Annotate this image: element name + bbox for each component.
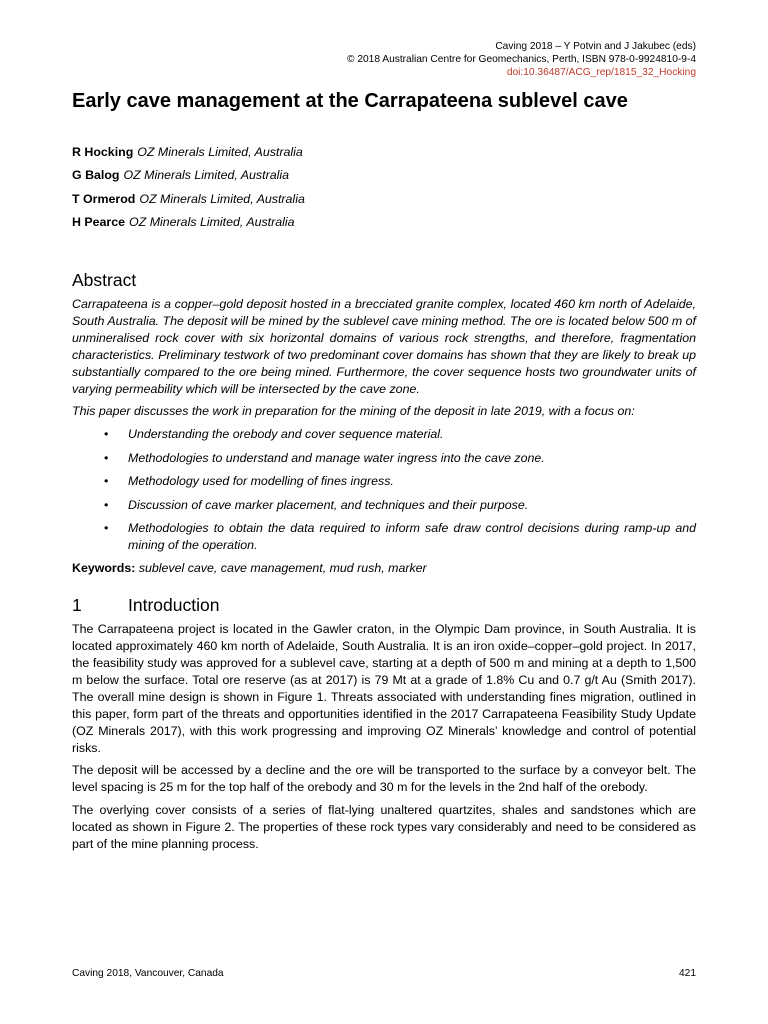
abstract-focus-intro: This paper discusses the work in preparation for the mining of the deposit in late 2019, with a focus on: (72, 404, 635, 419)
list-item (72, 520, 696, 554)
section-title: Introduction (128, 595, 220, 616)
author-affiliation: OZ Minerals Limited, Australia (123, 168, 289, 183)
abstract-heading: Abstract (72, 270, 137, 290)
keywords (72, 560, 696, 577)
page-header (347, 40, 696, 79)
author-name: H Pearce (72, 214, 126, 229)
bullet-icon: • (104, 427, 109, 442)
author-affiliation: OZ Minerals Limited, Australia (129, 214, 295, 229)
bullet-icon: • (104, 520, 109, 535)
abstract-bullet-list (72, 426, 696, 553)
header-copyright-line: © 2018 Australian Centre for Geomechanics, Perth, ISBN 978-0-9924810-9-4 (347, 54, 696, 65)
author-name: T Ormerod (72, 191, 136, 206)
author-affiliation: OZ Minerals Limited, Australia (137, 145, 303, 159)
bullet-icon: • (104, 497, 109, 512)
author-name: R Hocking (72, 145, 134, 159)
author-affiliation: OZ Minerals Limited, Australia (139, 191, 305, 206)
body-paragraph: The Carrapateena project is located in the Gawler craton, in the Olympic Dam province, in South Australia. It is located approximately 460 km north of Adelaide, South Australia. It is an iron oxide–copper–gold project. In 2017, the feasibility study was approved for a sublevel cave, starting at a depth of 500 m and mining at a depth to 1,500 m below the surface. Total ore reserve (as at 2017) is 79 Mt at a grade of 1.8% Cu and 0.7 g/t Au (Smith 2017). The overall mine design is shown in Figure 1. Threats associated with understanding fines migration, outlined in this paper, form part of the threats and opportunities identified in the 2017 Carrapateena Feasibility Study Update (OZ Minerals 2017), with this work progressing and improving OZ Minerals’ knowledge and control of potential risks. (72, 622, 696, 755)
abstract-section (72, 268, 696, 577)
author-entry (72, 191, 692, 214)
keywords-label: Keywords: (72, 561, 136, 576)
list-item-text: Methodology used for modelling of fines ingress. (128, 474, 394, 489)
header-proceedings-line: Caving 2018 – Y Potvin and J Jakubec (eds) (495, 41, 696, 52)
bullet-icon: • (104, 450, 109, 465)
list-item-text: Methodologies to understand and manage water ingress into the cave zone. (128, 450, 545, 465)
author-entry (72, 214, 692, 237)
list-item-text: Methodologies to obtain the data required to inform safe draw control decisions during ramp-up and mining of the operation. (128, 520, 696, 552)
page-footer (72, 968, 696, 979)
author-name: G Balog (72, 168, 120, 183)
keywords-value: sublevel cave, cave management, mud rush, marker (138, 561, 427, 576)
main-content (72, 268, 696, 859)
author-entry (72, 167, 692, 190)
introduction-heading (72, 593, 696, 617)
doi-link[interactable]: doi:10.36487/ACG_rep/1815_32_Hocking (506, 67, 696, 78)
list-item-text: Discussion of cave marker placement, and techniques and their purpose. (128, 497, 529, 512)
paper-title: Early cave management at the Carrapateena sublevel cave (72, 90, 628, 112)
list-item-text: Understanding the orebody and cover sequence material. (128, 427, 444, 442)
author-entry (72, 144, 692, 167)
list-item (72, 473, 696, 490)
author-list (72, 144, 692, 237)
abstract-paragraph: Carrapateena is a copper–gold deposit hosted in a brecciated granite complex, located 460 km north of Adelaide, South Australia. The deposit will be mined by the sublevel cave mining method. The ore is located below 500 m of unmineralised rock cover with six horizontal domains of various rock strengths, and therefore, fragmentation characteristics. Preliminary testwork of two predominant cover domains has shown that they are likely to break up substantially compared to the ore being mined. Furthermore, the cover sequence hosts two groundwater units of varying permeability which will be intersected by the cave zone. (72, 297, 696, 396)
introduction-section (72, 593, 696, 853)
bullet-icon: • (104, 474, 109, 489)
list-item (72, 497, 696, 514)
list-item (72, 450, 696, 467)
page-number: 421 (679, 968, 696, 979)
footer-conference: Caving 2018, Vancouver, Canada (72, 968, 224, 979)
list-item (72, 426, 696, 443)
section-number: 1 (72, 595, 82, 616)
body-paragraph: The overlying cover consists of a series of flat-lying unaltered quartzites, shales and sandstones which are located as shown in Figure 2. The properties of these rock types vary considerably and need to be considered as part of the mine planning process. (72, 803, 696, 852)
body-paragraph: The deposit will be accessed by a decline and the ore will be transported to the surface by a conveyor belt. The level spacing is 25 m for the top half of the orebody and 30 m for the levels in the 2nd half of the orebody. (72, 763, 696, 795)
